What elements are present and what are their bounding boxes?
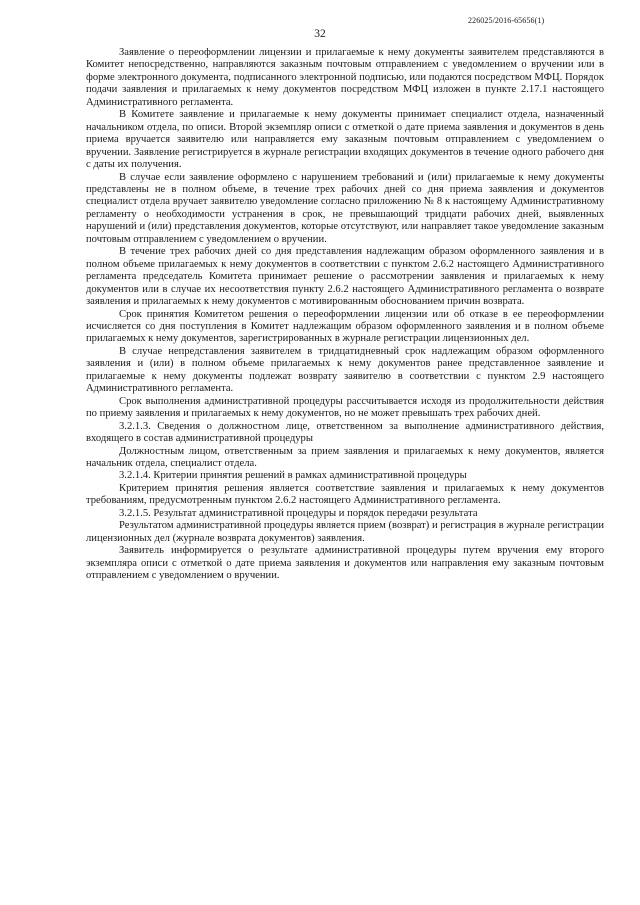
document-id: 226025/2016-65656(1) (468, 16, 545, 25)
paragraph: Критерием принятия решения является соответствие заявления и прилагаемых к нему документов требованиям, предусмотренным пунктом 2.6.2 настоящего Административного регламента. (86, 482, 604, 507)
paragraph: Срок принятия Комитетом решения о переоформлении лицензии или об отказе в ее переоформлении исчисляется со дня поступления в Комитет надлежащим образом оформленного заявления и в полном объеме прилагаемых к нему документов, зарегистрированных в журнале регистрации лицензионных дел. (86, 308, 604, 345)
paragraph: В случае если заявление оформлено с нарушением требований и (или) прилагаемые к нему документы представлены не в полном объеме, в течение трех рабочих дней со дня приема заявления и документов специалист отдела вручает заявителю уведомление согласно приложению № 8 к настоящему Административному регламенту о необходимости устранения в срок, не превышающий тридцати рабочих дней, выявленных нарушений и (или) представления документов, которые отсутствуют, или направляет такое уведомление заказным почтовым отправлением с уведомлением о вручении. (86, 171, 604, 245)
section-heading: 3.2.1.5. Результат административной процедуры и порядок передачи результата (119, 507, 478, 519)
paragraph: Результатом административной процедуры является прием (возврат) и регистрация в журнале регистрации лицензионных дел (журнале возврата документов) заявления. (86, 520, 604, 544)
paragraph: Должностным лицом, ответственным за прием заявления и прилагаемых к нему документов, является начальник отдела, специалист отдела. (86, 445, 604, 469)
paragraph: Срок выполнения административной процедуры рассчитывается исходя из продолжительности действия по приему заявления и прилагаемых к нему документов, но не может превышать трех рабочих дней. (86, 395, 604, 420)
document-body (86, 47, 604, 582)
section-heading: 3.2.1.3. Сведения о должностном лице, ответственном за выполнение административного действия, входящего в состав административной процедуры (86, 420, 604, 445)
paragraph: В случае непредставления заявителем в тридцатидневный срок надлежащим образом оформленного заявления и (или) в полном объеме прилагаемых к нему документов ранее представленное заявление и прилагаемые к нему документы подлежат возврату заявителю в соответствии с пунктом 2.9 настоящего Административного регламента. (86, 345, 604, 395)
paragraph: Заявитель информируется о результате административной процедуры путем вручения ему второго экземпляра описи с отметкой о дате приема заявления и документов или направления ему заказным почтовым отправлением с уведомлением о вручении. (86, 545, 604, 582)
paragraph: В течение трех рабочих дней со дня представления надлежащим образом оформленного заявления и в полном объеме прилагаемых к нему документов в соответствии с пунктом 2.6.2 настоящего Административного регламента председатель Комитета принимает решение о рассмотрении заявления и прилагаемых к нему документов или в случае их несоответствия пункту 2.6.2 настоящего Административного регламента о возврате заявления и прилагаемых к нему документов с мотивированным обоснованием причин возврата. (86, 246, 604, 308)
paragraph: Заявление о переоформлении лицензии и прилагаемые к нему документы заявителем представляются в Комитет непосредственно, направляются заказным почтовым отправлением с уведомлением о вручении или в форме электронного документа, подписанного электронной подписью, или подаются посредством МФЦ. Порядок подачи заявления и прилагаемых к нему документов посредством МФЦ изложен в пункте 2.17.1 настоящего Административного регламента. (86, 47, 604, 108)
paragraph: В Комитете заявление и прилагаемые к нему документы принимает специалист отдела, назначенный начальником отдела, по описи. Второй экземпляр описи с отметкой о дате приема заявления и документов в день приема вручается заявителю или направляется ему заказным почтовым отправлением с уведомлением о вручении. Заявление регистрируется в журнале регистрации входящих документов в течение одного рабочего дня с даты их получения. (86, 109, 604, 171)
page-number: 32 (314, 28, 326, 40)
section-heading: 3.2.1.4. Критерии принятия решений в рамках административной процедуры (119, 470, 467, 482)
